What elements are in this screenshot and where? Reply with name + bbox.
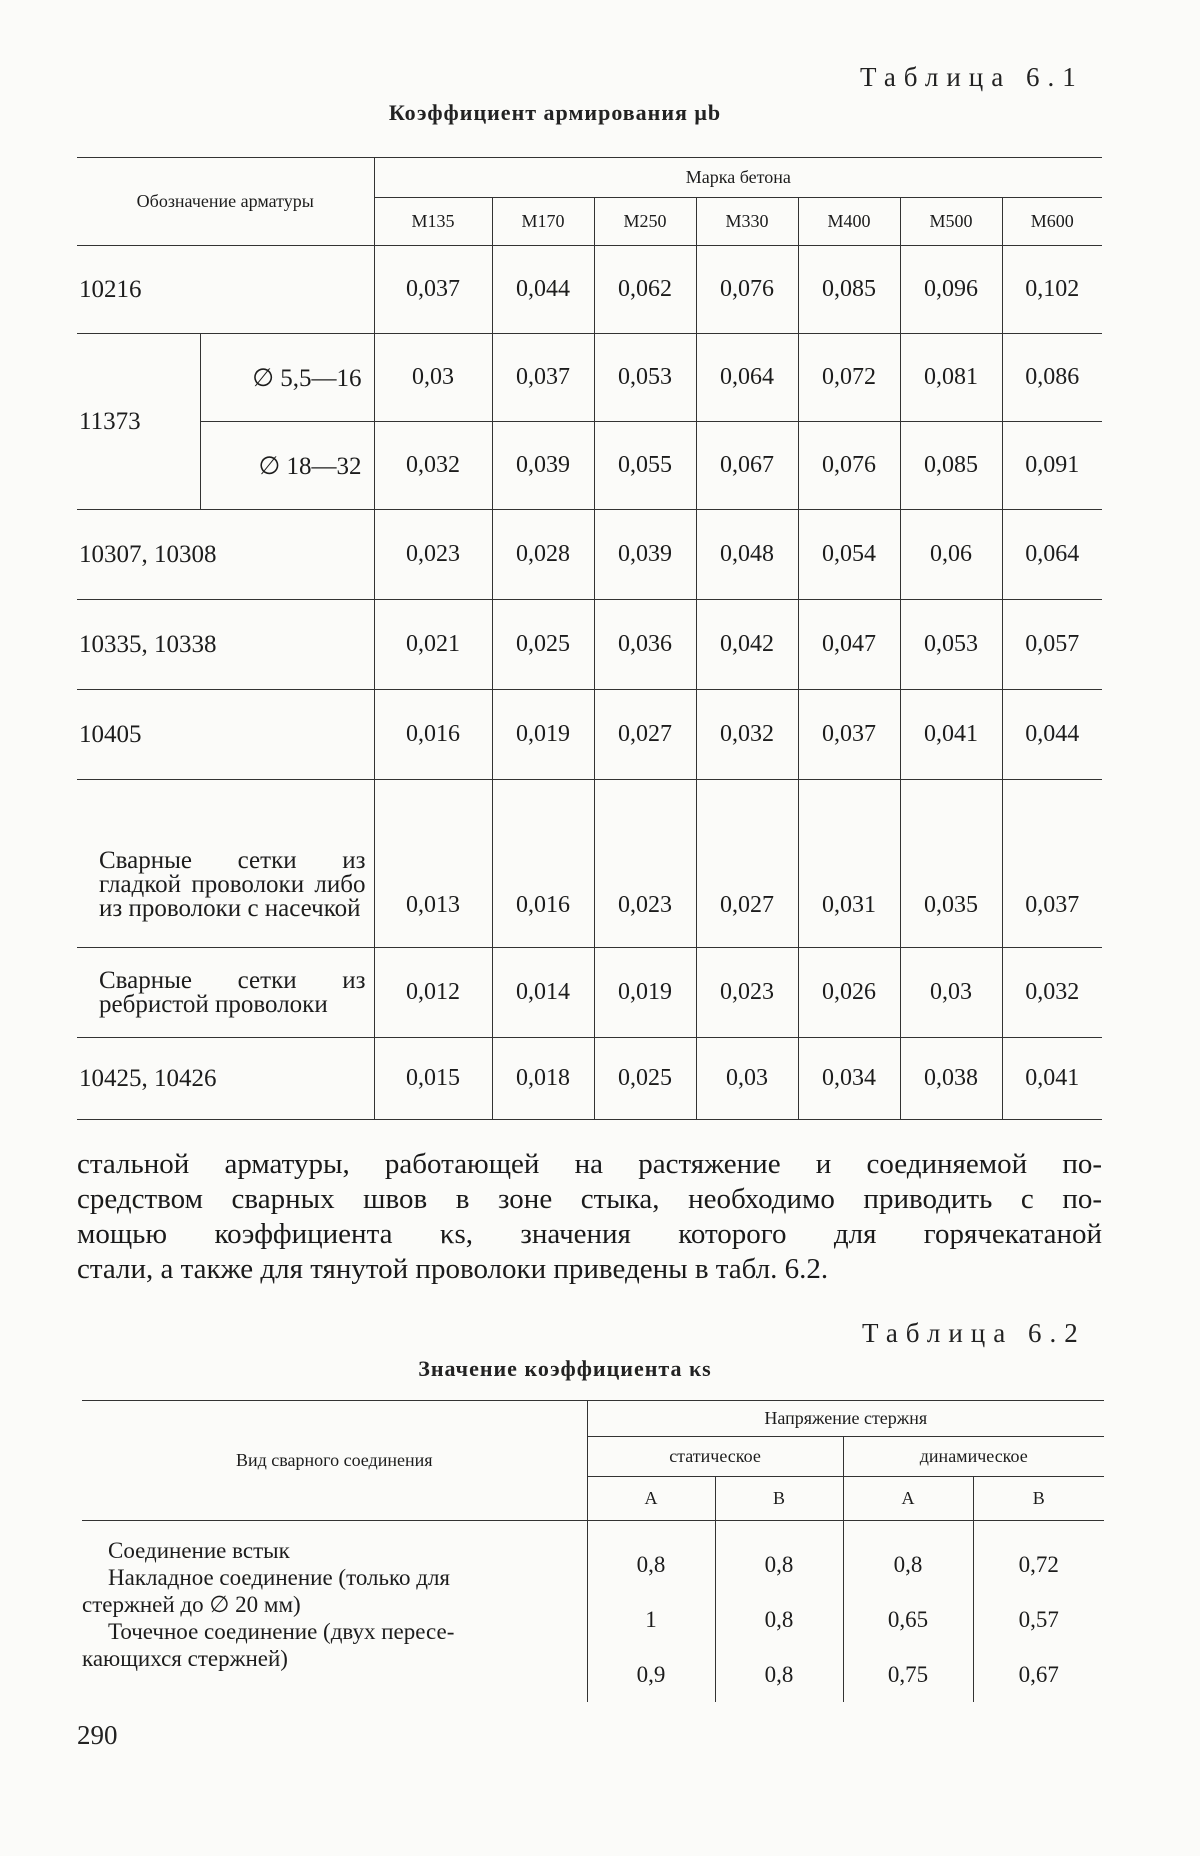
cell-value: 0,062: [594, 246, 696, 334]
table-row: [77, 780, 1102, 948]
cell-value: 0,8: [636, 1552, 666, 1577]
cell-value: 0,037: [1002, 780, 1102, 948]
cell-value: 0,039: [594, 510, 696, 600]
column-static-a: [587, 1521, 715, 1703]
row-label: Сварные сетки из ребристой проволоки: [77, 948, 374, 1038]
cell-value: 0,086: [1002, 334, 1102, 422]
header-concrete: Марка бетона: [374, 158, 1102, 198]
cell-value: 0,03: [696, 1038, 798, 1120]
cell-value: 0,016: [374, 690, 492, 780]
grade-col: M330: [696, 198, 798, 246]
cell-value: 0,8: [764, 1662, 794, 1687]
row-label: 10307, 10308: [77, 510, 374, 600]
cell-value: 0,041: [1002, 1038, 1102, 1120]
cell-value: 0,013: [374, 780, 492, 948]
cell-value: 0,75: [887, 1662, 929, 1687]
cell-value: 0,057: [1002, 600, 1102, 690]
cell-value: 0,072: [798, 334, 900, 422]
grade-col: M170: [492, 198, 594, 246]
cell-value: 0,032: [374, 422, 492, 510]
cell-value: 0,076: [798, 422, 900, 510]
row-label: Сварные сетки из гладкой проволоки либо из проволоки с насечкой: [77, 780, 374, 948]
cell-value: 0,081: [900, 334, 1002, 422]
body-paragraph: [77, 1147, 1102, 1287]
cell-value: 0,064: [1002, 510, 1102, 600]
cell-value: 0,06: [900, 510, 1002, 600]
cell-value: 0,042: [696, 600, 798, 690]
cell-value: 0,096: [900, 246, 1002, 334]
cell-value: 0,037: [374, 246, 492, 334]
cell-value: 0,023: [696, 948, 798, 1038]
row-label: Соединение встык: [108, 1538, 290, 1563]
cell-value: 0,102: [1002, 246, 1102, 334]
row-label: стержней до ∅ 20 мм): [82, 1592, 301, 1617]
cell-value: 0,03: [374, 334, 492, 422]
table-2-title: Значение коэффициента κs: [418, 1356, 712, 1381]
header-dynamic: динамическое: [843, 1437, 1104, 1477]
table-row: [77, 422, 1102, 510]
cell-value: 0,019: [594, 948, 696, 1038]
grade-col: M135: [374, 198, 492, 246]
cell-value: 0,044: [1002, 690, 1102, 780]
cell-value: 0,035: [900, 780, 1002, 948]
row-label: кающихся стержней): [82, 1646, 288, 1671]
cell-value: 0,085: [900, 422, 1002, 510]
cell-value: 0,027: [696, 780, 798, 948]
cell-value: 0,03: [900, 948, 1002, 1038]
cell-value: 0,055: [594, 422, 696, 510]
cell-value: 0,016: [492, 780, 594, 948]
row-label: 10425, 10426: [77, 1038, 374, 1120]
cell-value: 0,053: [900, 600, 1002, 690]
cell-value: 0,037: [798, 690, 900, 780]
cell-value: 0,037: [492, 334, 594, 422]
cell-value: 0,053: [594, 334, 696, 422]
table-row: [82, 1521, 1104, 1703]
header-dynamic-b: B: [973, 1477, 1104, 1521]
header-joint: Вид сварного соединения: [82, 1401, 587, 1521]
page-number: 290: [77, 1720, 118, 1750]
cell-value: 0,036: [594, 600, 696, 690]
cell-value: 0,012: [374, 948, 492, 1038]
grade-col: M500: [900, 198, 1002, 246]
table-1-title: Коэффициент армирования μb: [388, 100, 722, 125]
row-label: 10335, 10338: [77, 600, 374, 690]
table-1-label: Таблица 6.1: [860, 62, 1084, 92]
cell-value: 0,048: [696, 510, 798, 600]
cell-value: 0,034: [798, 1038, 900, 1120]
column-static-b: [715, 1521, 843, 1703]
table-row: [77, 334, 1102, 422]
cell-value: 0,019: [492, 690, 594, 780]
cell-value: 0,085: [798, 246, 900, 334]
header-static-b: B: [715, 1477, 843, 1521]
cell-value: 0,57: [1018, 1607, 1059, 1632]
cell-value: 0,023: [374, 510, 492, 600]
cell-value: 0,9: [636, 1662, 666, 1687]
paragraph-line: стали, а также для тянутой проволоки приведены в табл. 6.2.: [77, 1253, 829, 1285]
row-label: 10216: [79, 275, 142, 303]
cell-value: 0,067: [696, 422, 798, 510]
cell-value: 0,021: [374, 600, 492, 690]
row-label: 10405: [77, 690, 374, 780]
row-label: Накладное соединение (только для: [108, 1565, 451, 1590]
cell-value: 0,65: [887, 1607, 929, 1632]
cell-value: 0,031: [798, 780, 900, 948]
paragraph-line: средством сварных швов в зоне стыка, необходимо приводить с по-: [77, 1183, 1102, 1215]
row-label: Точечное соединение (двух пересе-: [108, 1619, 455, 1644]
cell-value: 0,8: [893, 1552, 923, 1577]
cell-value: 1: [645, 1607, 657, 1632]
table-row: [77, 510, 1102, 600]
table-2-label: Таблица 6.2: [862, 1318, 1086, 1348]
cell-value: 0,014: [492, 948, 594, 1038]
cell-value: 0,018: [492, 1038, 594, 1120]
cell-value: 0,025: [594, 1038, 696, 1120]
grade-col: M600: [1002, 198, 1102, 246]
header-static-a: A: [587, 1477, 715, 1521]
table-row: [77, 246, 1102, 334]
table-row: [77, 1038, 1102, 1120]
cell-value: 0,027: [594, 690, 696, 780]
cell-value: 0,076: [696, 246, 798, 334]
cell-value: 0,038: [900, 1038, 1002, 1120]
cell-value: 0,091: [1002, 422, 1102, 510]
header-rebar: Обозначение арматуры: [77, 158, 374, 246]
table-row: [77, 690, 1102, 780]
table-row: [77, 948, 1102, 1038]
header-stress: Напряжение стержня: [587, 1401, 1104, 1437]
grade-col: M400: [798, 198, 900, 246]
cell-value: 0,064: [696, 334, 798, 422]
cell-value: 0,032: [696, 690, 798, 780]
paragraph-line: мощью коэффициента κs, значения которого для горячекатаной: [77, 1218, 1102, 1250]
grade-col: M250: [594, 198, 696, 246]
cell-value: 0,047: [798, 600, 900, 690]
cell-value: 0,8: [764, 1552, 794, 1577]
row-label: 11373: [77, 334, 200, 510]
cell-value: 0,028: [492, 510, 594, 600]
cell-value: 0,72: [1018, 1552, 1059, 1577]
table-2: [82, 1400, 1104, 1702]
header-static: статическое: [587, 1437, 843, 1477]
cell-value: 0,039: [492, 422, 594, 510]
cell-value: 0,041: [900, 690, 1002, 780]
cell-value: 0,026: [798, 948, 900, 1038]
cell-value: 0,032: [1002, 948, 1102, 1038]
cell-value: 0,025: [492, 600, 594, 690]
table-1: [77, 157, 1102, 1120]
cell-value: 0,044: [492, 246, 594, 334]
column-dynamic-a: [843, 1521, 973, 1703]
cell-value: 0,015: [374, 1038, 492, 1120]
paragraph-line: стальной арматуры, работающей на растяжение и соединяемой по-: [77, 1148, 1102, 1180]
column-dynamic-b: [973, 1521, 1104, 1703]
row-sublabel: ∅ 5,5—16: [200, 334, 374, 422]
cell-value: 0,8: [764, 1607, 794, 1632]
table-row: [77, 600, 1102, 690]
cell-value: 0,023: [594, 780, 696, 948]
header-dynamic-a: A: [843, 1477, 973, 1521]
row-labels: [82, 1521, 587, 1703]
row-sublabel: ∅ 18—32: [200, 422, 374, 510]
cell-value: 0,054: [798, 510, 900, 600]
cell-value: 0,67: [1018, 1662, 1059, 1687]
